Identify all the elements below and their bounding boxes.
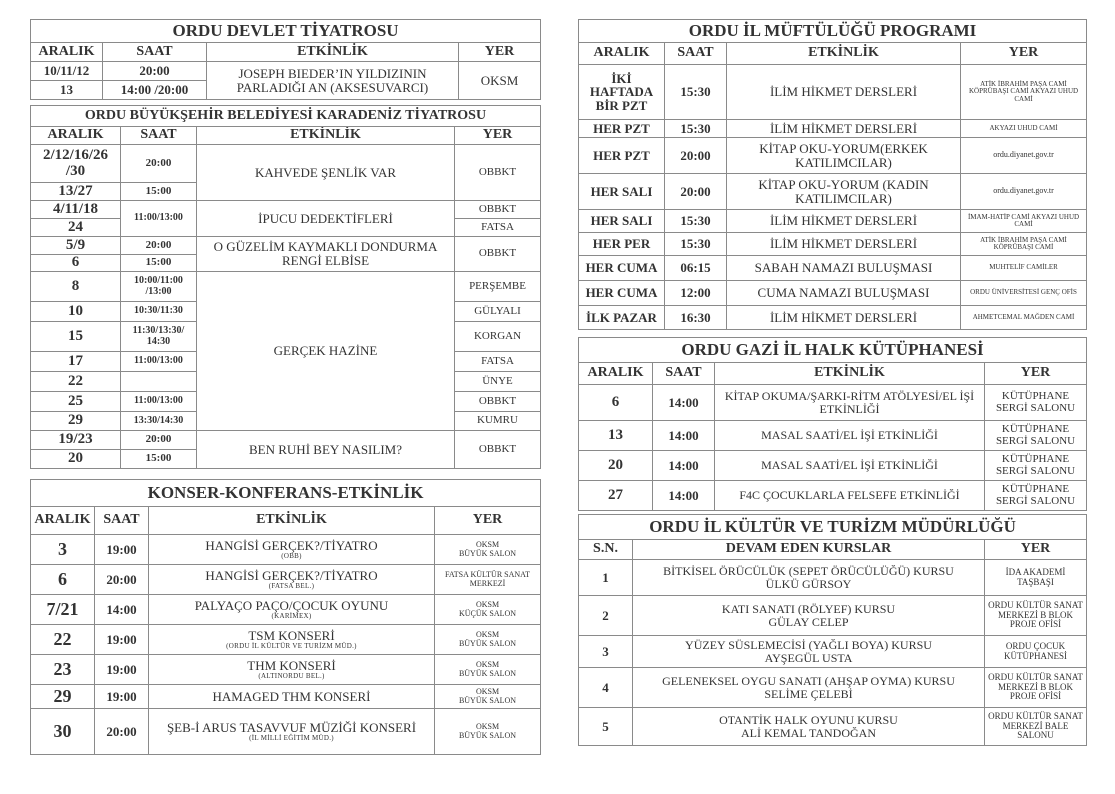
- saat-cell: 20:00: [121, 431, 197, 450]
- organizer-note: (İL MİLLİ EĞİTİM MÜD.): [249, 734, 334, 743]
- etkinlik-cell: [149, 655, 435, 685]
- aralik-cell: 6: [31, 255, 121, 272]
- saat-cell: 19:00: [95, 655, 149, 685]
- etkinlik-title: PALYAÇO PAÇO/ÇOCUK OYUNU: [194, 597, 389, 613]
- yer-line: OKSM: [475, 540, 500, 550]
- yer-cell: [435, 685, 541, 709]
- yer-line: BÜYÜK SALON: [458, 668, 517, 678]
- yer-cell: İDA AKADEMİ TAŞBAŞI: [985, 560, 1087, 596]
- aralik-cell: 4/11/18: [31, 201, 121, 219]
- saat-cell: 13:30/14:30: [121, 412, 197, 431]
- aralik-cell: 7/21: [31, 595, 95, 625]
- muftuluk-title: ORDU İL MÜFTÜLÜĞÜ PROGRAMI: [579, 20, 1087, 43]
- etkinlik-cell: İLİM HİKMET DERSLERİ: [727, 120, 961, 138]
- yer-cell: OBBKT: [455, 237, 541, 272]
- etkinlik-cell: KAHVEDE ŞENLİK VAR: [197, 145, 455, 201]
- yer-cell: KORGAN: [455, 322, 541, 352]
- col-aralik: ARALIK: [579, 43, 665, 65]
- yer-cell: ORDU KÜLTÜR SANAT MERKEZİ B BLOK PROJE OFİSİ: [985, 668, 1087, 708]
- yer-cell: AHMETCEMAL MAĞDEN CAMİ: [961, 306, 1087, 330]
- col-saat: SAAT: [95, 507, 149, 535]
- yer-cell: GÜLYALI: [455, 302, 541, 322]
- yer-cell: FATSA: [455, 219, 541, 237]
- col-yer: YER: [455, 127, 541, 145]
- aralik-cell: 22: [31, 372, 121, 392]
- yer-line: MERKEZİ: [469, 578, 506, 588]
- kurs-cell: [633, 636, 985, 668]
- aralik-cell: 23: [31, 655, 95, 685]
- saat-cell: 16:30: [665, 306, 727, 330]
- saat-cell: 19:00: [95, 535, 149, 565]
- kurs-name: GELENEKSEL OYGU SANATI (AHŞAP OYMA) KURSU: [662, 673, 955, 688]
- kultur-section: [578, 514, 1086, 746]
- col-aralik: ARALIK: [31, 127, 121, 145]
- aralik-cell: 24: [31, 219, 121, 237]
- sn-cell: 3: [579, 636, 633, 668]
- col-saat: SAAT: [665, 43, 727, 65]
- kutuphane-table: [578, 337, 1087, 511]
- yer-cell: ordu.diyanet.gov.tr: [961, 174, 1087, 210]
- etkinlik-cell: KİTAP OKUMA/ŞARKI-RİTM ATÖLYESİ/EL İŞİ ETKİNLİĞİ: [715, 385, 985, 421]
- organizer-note: (KARİMEX): [271, 612, 312, 621]
- etkinlik-cell: [149, 565, 435, 595]
- aralik-cell: HER PZT: [579, 120, 665, 138]
- saat-cell: 15:30: [665, 65, 727, 120]
- yer-cell: [435, 709, 541, 755]
- saat-cell: 10:00/11:00 /13:00: [121, 272, 197, 302]
- etkinlik-cell: [149, 709, 435, 755]
- kurs-name: KATI SANATI (RÖLYEF) KURSU: [721, 601, 896, 616]
- yer-cell: [435, 655, 541, 685]
- yer-cell: AKYAZI UHUD CAMİ: [961, 120, 1087, 138]
- col-etkinlik: ETKİNLİK: [727, 43, 961, 65]
- etkinlik-title: HANGİSİ GERÇEK?/TİYATRO: [205, 537, 378, 553]
- saat-cell: 14:00 /20:00: [103, 81, 207, 100]
- saat-cell: 14:00: [653, 481, 715, 511]
- etkinlik-cell: [149, 595, 435, 625]
- aralik-cell: HER CUMA: [579, 256, 665, 281]
- organizer-note: (FATSA BEL.): [268, 582, 315, 591]
- yer-line: BÜYÜK SALON: [458, 638, 517, 648]
- kurs-name: BİTKİSEL ÖRÜCÜLÜK (SEPET ÖRÜCÜLÜĞÜ) KURSU: [663, 563, 954, 578]
- yer-line: OKSM: [475, 660, 500, 670]
- etkinlik-cell: İLİM HİKMET DERSLERİ: [727, 210, 961, 233]
- yer-cell: KÜTÜPHANE SERGİ SALONU: [985, 451, 1087, 481]
- aralik-cell: 20: [31, 450, 121, 469]
- aralik-cell: 22: [31, 625, 95, 655]
- col-yer: YER: [459, 43, 541, 62]
- kurs-cell: [633, 708, 985, 746]
- saat-cell: 15:30: [665, 120, 727, 138]
- etkinlik-cell: İLİM HİKMET DERSLERİ: [727, 65, 961, 120]
- kutuphane-title: ORDU GAZİ İL HALK KÜTÜPHANESİ: [579, 338, 1087, 363]
- yer-cell: İMAM-HATİP CAMİ AKYAZI UHUD CAMİ: [961, 210, 1087, 233]
- col-sn: S.N.: [579, 540, 633, 560]
- yer-cell: KÜTÜPHANE SERGİ SALONU: [985, 481, 1087, 511]
- aralik-cell: HER CUMA: [579, 281, 665, 306]
- konser-table: [30, 479, 541, 755]
- aralik-cell: 30: [31, 709, 95, 755]
- yer-cell: OBBKT: [455, 201, 541, 219]
- col-yer: YER: [985, 363, 1087, 385]
- kultur-table: [578, 514, 1087, 746]
- yer-line: KÜÇÜK SALON: [458, 608, 517, 618]
- yer-cell: OBBKT: [455, 145, 541, 201]
- col-saat: SAAT: [121, 127, 197, 145]
- etkinlik-cell: SABAH NAMAZI BULUŞMASI: [727, 256, 961, 281]
- instructor-name: ALİ KEMAL TANDOĞAN: [740, 725, 877, 740]
- yer-line: BÜYÜK SALON: [458, 548, 517, 558]
- yer-cell: KUMRU: [455, 412, 541, 431]
- yer-cell: ORDU ÜNİVERSİTESİ GENÇ OFİS: [961, 281, 1087, 306]
- sn-cell: 4: [579, 668, 633, 708]
- yer-line: OKSM: [475, 630, 500, 640]
- konser-title: KONSER-KONFERANS-ETKİNLİK: [31, 480, 541, 507]
- instructor-name: ÜLKÜ GÜRSOY: [765, 576, 852, 591]
- saat-cell: 19:00: [95, 625, 149, 655]
- kurs-name: YÜZEY SÜSLEMECİSİ (YAĞLI BOYA) KURSU: [685, 637, 932, 652]
- instructor-name: GÜLAY CELEP: [768, 614, 849, 629]
- devlet-tiyatrosu-section: [30, 19, 540, 100]
- yer-line: FATSA KÜLTÜR SANAT: [445, 570, 530, 580]
- saat-cell: 14:00: [653, 451, 715, 481]
- yer-cell: [435, 625, 541, 655]
- col-kurslar: DEVAM EDEN KURSLAR: [633, 540, 985, 560]
- yer-line: OKSM: [475, 687, 500, 697]
- muftuluk-table: [578, 19, 1087, 330]
- col-etkinlik: ETKİNLİK: [197, 127, 455, 145]
- aralik-cell: 29: [31, 685, 95, 709]
- aralik-cell: İLK PAZAR: [579, 306, 665, 330]
- yer-cell: ÜNYE: [455, 372, 541, 392]
- etkinlik-cell: HAMAGED THM KONSERİ: [149, 685, 435, 709]
- saat-cell: 15:30: [665, 210, 727, 233]
- aralik-line: BİR PZT: [595, 97, 648, 113]
- organizer-note: (ORDU İL KÜLTÜR VE TURİZM MÜD.): [226, 642, 357, 651]
- etkinlik-cell: BEN RUHİ BEY NASILIM?: [197, 431, 455, 469]
- aralik-cell: 8: [31, 272, 121, 302]
- devlet-table: [30, 19, 541, 100]
- etkinlik-cell: [149, 535, 435, 565]
- etkinlik-cell: İLİM HİKMET DERSLERİ: [727, 233, 961, 256]
- yer-cell: [435, 565, 541, 595]
- yer-cell: OBBKT: [455, 392, 541, 412]
- saat-cell: 10:30/11:30: [121, 302, 197, 322]
- etkinlik-cell: CUMA NAMAZI BULUŞMASI: [727, 281, 961, 306]
- yer-cell: KÜTÜPHANE SERGİ SALONU: [985, 421, 1087, 451]
- saat-cell: 15:00: [121, 255, 197, 272]
- muftuluk-section: [578, 19, 1086, 330]
- etkinlik-title: ŞEB-İ ARUS TASAVVUF MÜZİĞİ KONSERİ: [166, 719, 417, 735]
- aralik-cell: 10/11/12: [31, 62, 103, 81]
- aralik-cell: 6: [31, 565, 95, 595]
- aralik-cell: 20: [579, 451, 653, 481]
- saat-cell: 20:00: [665, 138, 727, 174]
- saat-cell: 15:00: [121, 183, 197, 201]
- konser-section: [30, 479, 540, 755]
- col-saat: SAAT: [103, 43, 207, 62]
- col-etkinlik: ETKİNLİK: [207, 43, 459, 62]
- aralik-cell: 6: [579, 385, 653, 421]
- saat-cell: 11:00/13:00: [121, 352, 197, 372]
- yer-cell: KÜTÜPHANE SERGİ SALONU: [985, 385, 1087, 421]
- saat-cell: 11:00/13:00: [121, 201, 197, 237]
- kurs-cell: [633, 596, 985, 636]
- saat-cell: 14:00: [653, 421, 715, 451]
- aralik-cell: HER PER: [579, 233, 665, 256]
- etkinlik-cell: İPUCU DEDEKTİFLERİ: [197, 201, 455, 237]
- aralik-cell: HER PZT: [579, 138, 665, 174]
- etkinlik-cell: F4C ÇOCUKLARLA FELSEFE ETKİNLİĞİ: [715, 481, 985, 511]
- saat-cell: 20:00: [103, 62, 207, 81]
- saat-cell: 15:00: [121, 450, 197, 469]
- aralik-cell: 17: [31, 352, 121, 372]
- yer-cell: [435, 595, 541, 625]
- saat-cell: [121, 372, 197, 392]
- saat-cell: 20:00: [121, 145, 197, 183]
- aralik-cell: 19/23: [31, 431, 121, 450]
- organizer-note: (OBB): [281, 552, 302, 561]
- kurs-cell: [633, 560, 985, 596]
- yer-line: BÜYÜK SALON: [458, 730, 517, 740]
- kultur-title: ORDU İL KÜLTÜR VE TURİZM MÜDÜRLÜĞÜ: [579, 515, 1087, 540]
- col-yer: YER: [985, 540, 1087, 560]
- aralik-cell: 13/27: [31, 183, 121, 201]
- saat-cell: 06:15: [665, 256, 727, 281]
- saat-cell: 11:00/13:00: [121, 392, 197, 412]
- instructor-name: AYŞEGÜL USTA: [764, 650, 853, 665]
- buyuksehir-table: [30, 105, 541, 469]
- aralik-cell: 29: [31, 412, 121, 431]
- aralik-line: İKİ: [611, 70, 632, 86]
- yer-cell: PERŞEMBE: [455, 272, 541, 302]
- etkinlik-cell: MASAL SAATİ/EL İŞİ ETKİNLİĞİ: [715, 451, 985, 481]
- etkinlik-title: HANGİSİ GERÇEK?/TİYATRO: [205, 567, 378, 583]
- yer-cell: ATİK İBRAHİM PAŞA CAMİ KÖPRÜBAŞI CAMİ AKYAZI UHUD CAMİ: [961, 65, 1087, 120]
- yer-cell: ordu.diyanet.gov.tr: [961, 138, 1087, 174]
- aralik-cell: 13: [31, 81, 103, 100]
- saat-cell: 12:00: [665, 281, 727, 306]
- saat-cell: 19:00: [95, 685, 149, 709]
- etkinlik-cell: JOSEPH BIEDER’IN YILDIZININ PARLADIĞI AN (AKSESUVARCI): [207, 62, 459, 100]
- saat-cell: 15:30: [665, 233, 727, 256]
- aralik-cell: 25: [31, 392, 121, 412]
- saat-cell: 14:00: [653, 385, 715, 421]
- buyuksehir-section: [30, 105, 540, 469]
- yer-cell: ORDU ÇOCUK KÜTÜPHANESİ: [985, 636, 1087, 668]
- sn-cell: 2: [579, 596, 633, 636]
- aralik-cell: 15: [31, 322, 121, 352]
- aralik-cell: 3: [31, 535, 95, 565]
- saat-cell: 20:00: [665, 174, 727, 210]
- kurs-cell: [633, 668, 985, 708]
- etkinlik-title: TSM KONSERİ: [248, 627, 335, 643]
- saat-cell: 14:00: [95, 595, 149, 625]
- aralik-cell: HER SALI: [579, 210, 665, 233]
- yer-cell: FATSA: [455, 352, 541, 372]
- col-aralik: ARALIK: [31, 507, 95, 535]
- aralik-cell: 5/9: [31, 237, 121, 255]
- buyuksehir-title: ORDU BÜYÜKŞEHİR BELEDİYESİ KARADENİZ TİYATROSU: [31, 106, 541, 127]
- aralik-line: HAFTADA: [589, 84, 654, 100]
- aralik-cell: 10: [31, 302, 121, 322]
- saat-cell: 20:00: [95, 709, 149, 755]
- saat-cell: 20:00: [95, 565, 149, 595]
- yer-cell: [435, 535, 541, 565]
- yer-cell: OBBKT: [455, 431, 541, 469]
- yer-cell: ATİK İBRAHİM PAŞA CAMİ KÖPRÜBAŞI CAMİ: [961, 233, 1087, 256]
- col-aralik: ARALIK: [579, 363, 653, 385]
- kurs-name: OTANTİK HALK OYUNU KURSU: [719, 712, 898, 727]
- etkinlik-title: THM KONSERİ: [247, 657, 336, 673]
- col-saat: SAAT: [653, 363, 715, 385]
- aralik-cell: 2/12/16/26 /30: [31, 145, 121, 183]
- yer-line: OKSM: [475, 600, 500, 610]
- aralik-cell: [579, 65, 665, 120]
- saat-cell: 20:00: [121, 237, 197, 255]
- col-aralik: ARALIK: [31, 43, 103, 62]
- aralik-cell: 13: [579, 421, 653, 451]
- etkinlik-cell: KİTAP OKU-YORUM(ERKEK KATILIMCILAR): [727, 138, 961, 174]
- yer-cell: ORDU KÜLTÜR SANAT MERKEZİ B BLOK PROJE OFİSİ: [985, 596, 1087, 636]
- etkinlik-cell: O GÜZELİM KAYMAKLI DONDURMA RENGİ ELBİSE: [197, 237, 455, 272]
- col-etkinlik: ETKİNLİK: [715, 363, 985, 385]
- etkinlik-cell: İLİM HİKMET DERSLERİ: [727, 306, 961, 330]
- col-yer: YER: [435, 507, 541, 535]
- instructor-name: SELİME ÇELEBİ: [764, 686, 853, 701]
- kutuphane-section: [578, 337, 1086, 511]
- etkinlik-cell: KİTAP OKU-YORUM (KADIN KATILIMCILAR): [727, 174, 961, 210]
- devlet-title: ORDU DEVLET TİYATROSU: [31, 20, 541, 43]
- col-etkinlik: ETKİNLİK: [149, 507, 435, 535]
- yer-line: OKSM: [475, 722, 500, 732]
- aralik-cell: 27: [579, 481, 653, 511]
- organizer-note: (ALTINORDU BEL.): [258, 672, 325, 681]
- yer-cell: OKSM: [459, 62, 541, 100]
- aralik-cell: HER SALI: [579, 174, 665, 210]
- saat-cell: 11:30/13:30/ 14:30: [121, 322, 197, 352]
- yer-cell: MUHTELİF CAMİLER: [961, 256, 1087, 281]
- yer-cell: ORDU KÜLTÜR SANAT MERKEZİ BALE SALONU: [985, 708, 1087, 746]
- etkinlik-cell: GERÇEK HAZİNE: [197, 272, 455, 431]
- sn-cell: 1: [579, 560, 633, 596]
- etkinlik-cell: MASAL SAATİ/EL İŞİ ETKİNLİĞİ: [715, 421, 985, 451]
- yer-line: BÜYÜK SALON: [458, 695, 517, 705]
- col-yer: YER: [961, 43, 1087, 65]
- etkinlik-cell: [149, 625, 435, 655]
- sn-cell: 5: [579, 708, 633, 746]
